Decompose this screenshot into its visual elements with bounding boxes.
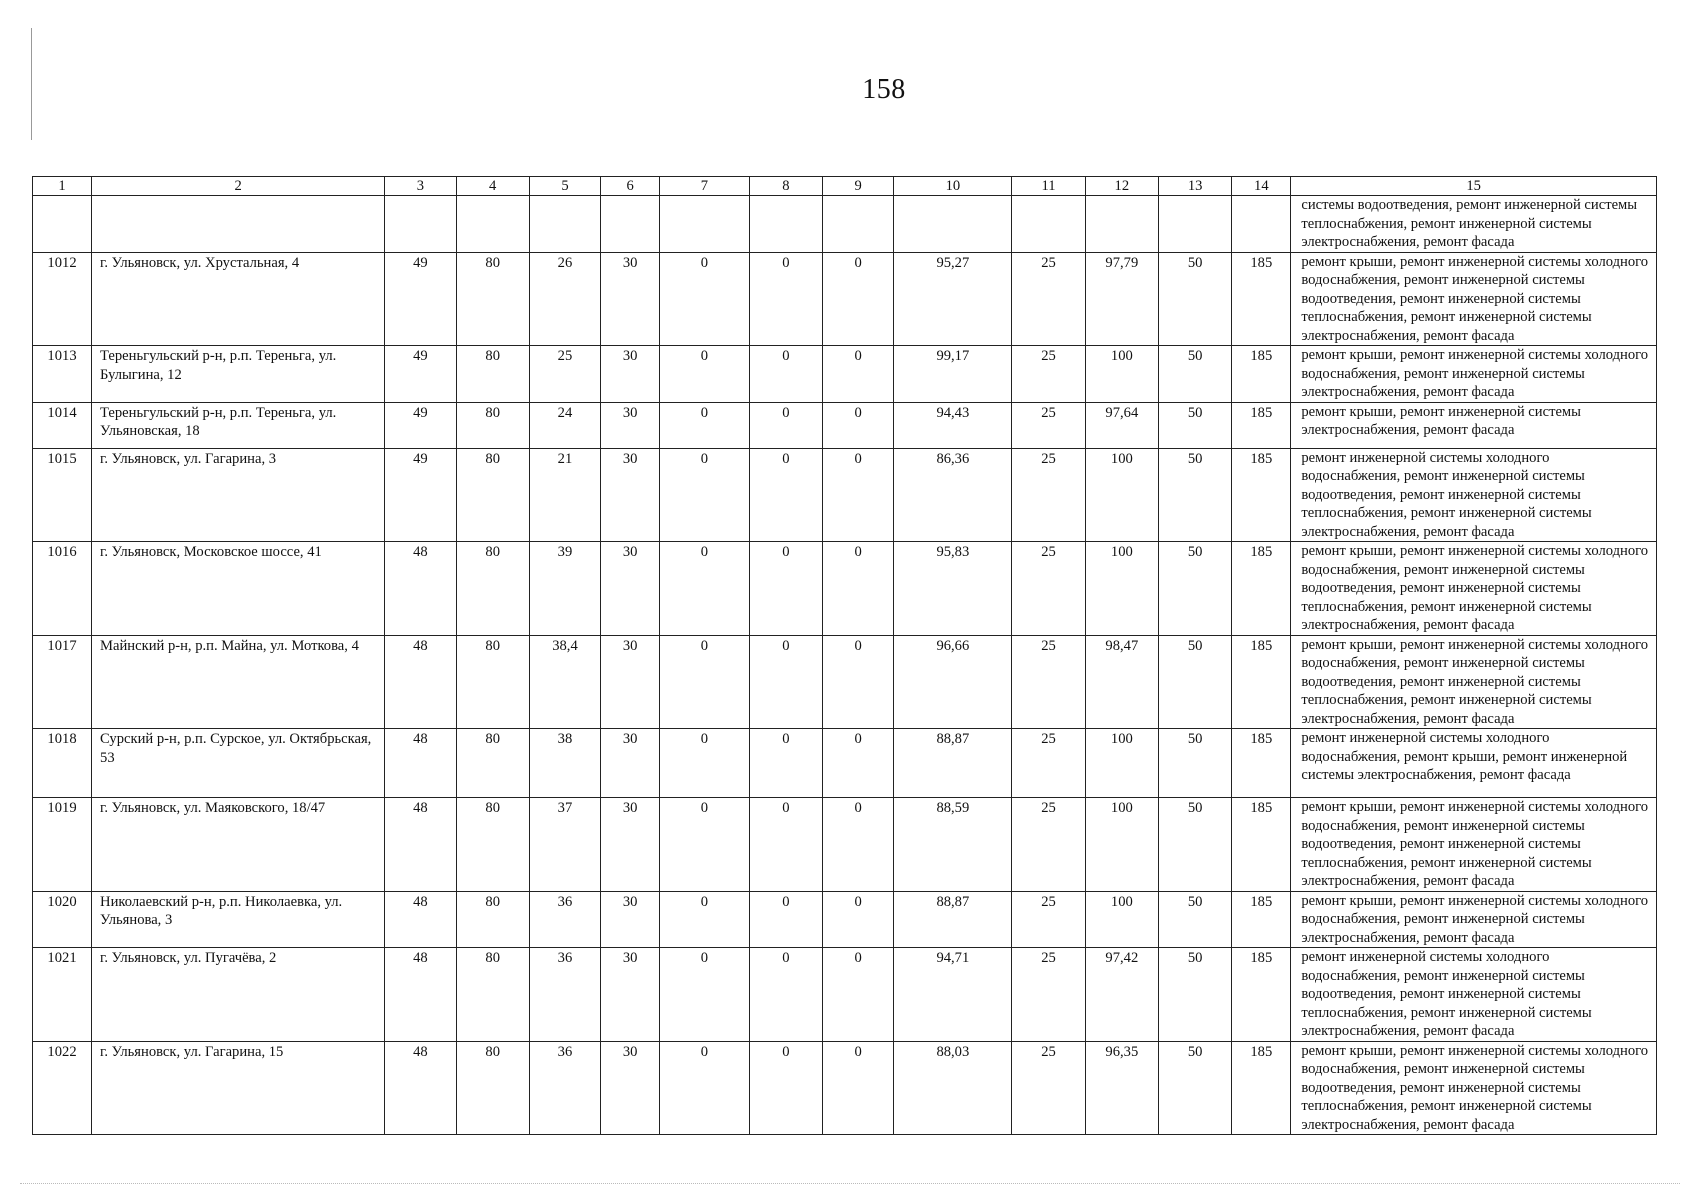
value-cell: 30 [601,729,660,798]
value-cell: 30 [601,448,660,542]
value-cell [749,196,822,253]
column-header: 8 [749,177,822,196]
address-cell: г. Ульяновск, ул. Гагарина, 3 [92,448,385,542]
value-cell: 48 [385,542,456,636]
value-cell: 49 [385,402,456,448]
works-description-cell: ремонт инженерной системы холодного водоснабжения, ремонт инженерной системы водоотведения, ремонт инженерной системы теплоснабжения, ремонт инженерной системы электроснабжения, ремонт фасада [1291,448,1657,542]
value-cell: 30 [601,346,660,403]
row-number-cell [33,196,92,253]
value-cell: 100 [1085,448,1158,542]
value-cell [1085,196,1158,253]
column-header: 2 [92,177,385,196]
value-cell: 94,43 [894,402,1012,448]
address-cell: г. Ульяновск, ул. Хрустальная, 4 [92,252,385,346]
value-cell: 0 [749,729,822,798]
column-header: 13 [1159,177,1232,196]
value-cell: 185 [1232,891,1291,948]
value-cell: 50 [1159,402,1232,448]
works-description-cell: ремонт инженерной системы холодного водоснабжения, ремонт крыши, ремонт инженерной системы электроснабжения, ремонт фасада [1291,729,1657,798]
value-cell: 0 [660,346,750,403]
value-cell: 49 [385,252,456,346]
table-row [33,798,1657,892]
value-cell: 96,66 [894,635,1012,729]
value-cell: 25 [1012,798,1085,892]
address-cell: Тереньгульский р-н, р.п. Тереньга, ул. Булыгина, 12 [92,346,385,403]
column-header: 1 [33,177,92,196]
value-cell: 0 [660,402,750,448]
value-cell: 97,42 [1085,948,1158,1042]
value-cell: 100 [1085,542,1158,636]
value-cell: 25 [1012,891,1085,948]
value-cell: 25 [1012,1041,1085,1135]
value-cell: 25 [1012,252,1085,346]
value-cell: 100 [1085,346,1158,403]
value-cell: 21 [529,448,600,542]
value-cell: 38,4 [529,635,600,729]
table-row [33,346,1657,403]
value-cell: 80 [456,729,529,798]
value-cell: 185 [1232,346,1291,403]
value-cell: 48 [385,891,456,948]
value-cell: 38 [529,729,600,798]
column-header: 15 [1291,177,1657,196]
value-cell: 97,64 [1085,402,1158,448]
value-cell [385,196,456,253]
value-cell: 25 [529,346,600,403]
value-cell: 25 [1012,542,1085,636]
row-number-cell: 1012 [33,252,92,346]
value-cell: 80 [456,346,529,403]
value-cell: 0 [749,542,822,636]
value-cell: 50 [1159,798,1232,892]
value-cell: 0 [749,635,822,729]
value-cell: 0 [660,948,750,1042]
value-cell: 80 [456,542,529,636]
table-header-row [33,177,1657,196]
value-cell: 30 [601,891,660,948]
column-header: 4 [456,177,529,196]
scan-edge-dots [20,1183,1680,1185]
value-cell: 25 [1012,448,1085,542]
value-cell: 30 [601,252,660,346]
table-row [33,1041,1657,1135]
value-cell: 25 [1012,948,1085,1042]
column-header: 5 [529,177,600,196]
value-cell [529,196,600,253]
row-number-cell: 1016 [33,542,92,636]
value-cell: 0 [823,1041,894,1135]
address-cell: Майнский р-н, р.п. Майна, ул. Моткова, 4 [92,635,385,729]
value-cell: 185 [1232,729,1291,798]
value-cell: 50 [1159,948,1232,1042]
address-cell: г. Ульяновск, ул. Гагарина, 15 [92,1041,385,1135]
value-cell: 185 [1232,252,1291,346]
works-description-cell: ремонт крыши, ремонт инженерной системы электроснабжения, ремонт фасада [1291,402,1657,448]
value-cell: 48 [385,1041,456,1135]
value-cell: 80 [456,798,529,892]
address-cell: Николаевский р-н, р.п. Николаевка, ул. Ульянова, 3 [92,891,385,948]
value-cell: 80 [456,402,529,448]
value-cell: 36 [529,891,600,948]
value-cell: 49 [385,448,456,542]
value-cell: 96,35 [1085,1041,1158,1135]
value-cell: 0 [823,891,894,948]
column-header: 7 [660,177,750,196]
value-cell: 185 [1232,402,1291,448]
row-number-cell: 1015 [33,448,92,542]
column-header: 14 [1232,177,1291,196]
value-cell: 0 [823,948,894,1042]
value-cell: 88,87 [894,891,1012,948]
value-cell: 185 [1232,448,1291,542]
value-cell: 0 [660,542,750,636]
works-description-cell: ремонт крыши, ремонт инженерной системы холодного водоснабжения, ремонт инженерной системы водоотведения, ремонт инженерной системы теплоснабжения, ремонт инженерной системы электроснабжения, ремонт фасада [1291,635,1657,729]
value-cell: 0 [660,252,750,346]
value-cell: 36 [529,1041,600,1135]
row-number-cell: 1014 [33,402,92,448]
value-cell: 0 [749,1041,822,1135]
value-cell: 0 [823,402,894,448]
value-cell: 0 [749,948,822,1042]
value-cell: 0 [749,402,822,448]
column-header: 9 [823,177,894,196]
value-cell: 80 [456,252,529,346]
value-cell: 30 [601,635,660,729]
address-cell: Тереньгульский р-н, р.п. Тереньга, ул. Ульяновская, 18 [92,402,385,448]
works-description-cell: ремонт крыши, ремонт инженерной системы холодного водоснабжения, ремонт инженерной системы водоотведения, ремонт инженерной системы теплоснабжения, ремонт инженерной системы электроснабжения, ремонт фасада [1291,1041,1657,1135]
value-cell [660,196,750,253]
value-cell: 26 [529,252,600,346]
value-cell [1159,196,1232,253]
value-cell: 97,79 [1085,252,1158,346]
value-cell: 0 [749,798,822,892]
value-cell: 48 [385,729,456,798]
value-cell: 50 [1159,1041,1232,1135]
value-cell: 185 [1232,542,1291,636]
value-cell: 0 [660,798,750,892]
value-cell [894,196,1012,253]
value-cell: 98,47 [1085,635,1158,729]
value-cell: 100 [1085,729,1158,798]
value-cell: 0 [749,891,822,948]
value-cell: 86,36 [894,448,1012,542]
value-cell: 0 [660,1041,750,1135]
value-cell [1232,196,1291,253]
value-cell: 80 [456,448,529,542]
value-cell: 88,87 [894,729,1012,798]
value-cell: 0 [660,891,750,948]
row-number-cell: 1018 [33,729,92,798]
row-number-cell: 1021 [33,948,92,1042]
value-cell: 25 [1012,346,1085,403]
value-cell: 37 [529,798,600,892]
value-cell: 24 [529,402,600,448]
works-description-cell: ремонт крыши, ремонт инженерной системы холодного водоснабжения, ремонт инженерной системы электроснабжения, ремонт фасада [1291,891,1657,948]
value-cell: 30 [601,948,660,1042]
value-cell: 185 [1232,1041,1291,1135]
value-cell: 0 [660,635,750,729]
value-cell: 0 [823,252,894,346]
value-cell: 30 [601,402,660,448]
value-cell: 0 [823,346,894,403]
value-cell: 0 [823,542,894,636]
value-cell: 30 [601,1041,660,1135]
works-table [32,176,1657,1135]
value-cell: 50 [1159,729,1232,798]
value-cell: 0 [749,252,822,346]
table-body [33,177,1657,1135]
address-cell: г. Ульяновск, ул. Пугачёва, 2 [92,948,385,1042]
table-row [33,196,1657,253]
value-cell: 50 [1159,542,1232,636]
value-cell: 49 [385,346,456,403]
value-cell: 0 [749,448,822,542]
value-cell: 80 [456,891,529,948]
value-cell: 0 [823,798,894,892]
value-cell: 25 [1012,402,1085,448]
value-cell: 80 [456,635,529,729]
value-cell: 50 [1159,346,1232,403]
value-cell: 185 [1232,635,1291,729]
table-row [33,948,1657,1042]
value-cell: 50 [1159,252,1232,346]
column-header: 10 [894,177,1012,196]
value-cell: 30 [601,798,660,892]
table-row [33,891,1657,948]
value-cell: 88,03 [894,1041,1012,1135]
value-cell: 0 [823,635,894,729]
value-cell [456,196,529,253]
value-cell [601,196,660,253]
table-row [33,542,1657,636]
works-description-cell: ремонт инженерной системы холодного водоснабжения, ремонт инженерной системы водоотведения, ремонт инженерной системы теплоснабжения, ремонт инженерной системы электроснабжения, ремонт фасада [1291,948,1657,1042]
works-description-cell: ремонт крыши, ремонт инженерной системы холодного водоснабжения, ремонт инженерной системы водоотведения, ремонт инженерной системы теплоснабжения, ремонт инженерной системы электроснабжения, ремонт фасада [1291,542,1657,636]
column-header: 12 [1085,177,1158,196]
value-cell: 25 [1012,729,1085,798]
value-cell [823,196,894,253]
value-cell: 95,83 [894,542,1012,636]
value-cell: 48 [385,798,456,892]
address-cell: Сурский р-н, р.п. Сурское, ул. Октябрьская, 53 [92,729,385,798]
works-description-cell: ремонт крыши, ремонт инженерной системы холодного водоснабжения, ремонт инженерной системы водоотведения, ремонт инженерной системы теплоснабжения, ремонт инженерной системы электроснабжения, ремонт фасада [1291,252,1657,346]
row-number-cell: 1019 [33,798,92,892]
value-cell: 0 [660,448,750,542]
works-description-cell: системы водоотведения, ремонт инженерной системы теплоснабжения, ремонт инженерной системы электроснабжения, ремонт фасада [1291,196,1657,253]
table-row [33,448,1657,542]
table-row [33,729,1657,798]
value-cell [1012,196,1085,253]
value-cell: 36 [529,948,600,1042]
value-cell: 30 [601,542,660,636]
table-row [33,635,1657,729]
value-cell: 50 [1159,891,1232,948]
value-cell: 185 [1232,948,1291,1042]
row-number-cell: 1017 [33,635,92,729]
row-number-cell: 1022 [33,1041,92,1135]
value-cell: 0 [660,729,750,798]
address-cell [92,196,385,253]
works-description-cell: ремонт крыши, ремонт инженерной системы холодного водоснабжения, ремонт инженерной системы водоотведения, ремонт инженерной системы теплоснабжения, ремонт инженерной системы электроснабжения, ремонт фасада [1291,798,1657,892]
row-number-cell: 1013 [33,346,92,403]
column-header: 11 [1012,177,1085,196]
value-cell: 80 [456,1041,529,1135]
value-cell: 0 [823,729,894,798]
value-cell: 95,27 [894,252,1012,346]
value-cell: 185 [1232,798,1291,892]
value-cell: 100 [1085,798,1158,892]
value-cell: 80 [456,948,529,1042]
value-cell: 48 [385,948,456,1042]
value-cell: 25 [1012,635,1085,729]
address-cell: г. Ульяновск, Московское шоссе, 41 [92,542,385,636]
value-cell: 99,17 [894,346,1012,403]
column-header: 6 [601,177,660,196]
value-cell: 0 [823,448,894,542]
works-description-cell: ремонт крыши, ремонт инженерной системы холодного водоснабжения, ремонт инженерной системы электроснабжения, ремонт фасада [1291,346,1657,403]
value-cell: 50 [1159,448,1232,542]
address-cell: г. Ульяновск, ул. Маяковского, 18/47 [92,798,385,892]
value-cell: 48 [385,635,456,729]
page-number: 158 [862,74,906,105]
row-number-cell: 1020 [33,891,92,948]
table-row [33,402,1657,448]
value-cell: 39 [529,542,600,636]
value-cell: 0 [749,346,822,403]
value-cell: 50 [1159,635,1232,729]
value-cell: 94,71 [894,948,1012,1042]
value-cell: 100 [1085,891,1158,948]
column-header: 3 [385,177,456,196]
table-row [33,252,1657,346]
value-cell: 88,59 [894,798,1012,892]
